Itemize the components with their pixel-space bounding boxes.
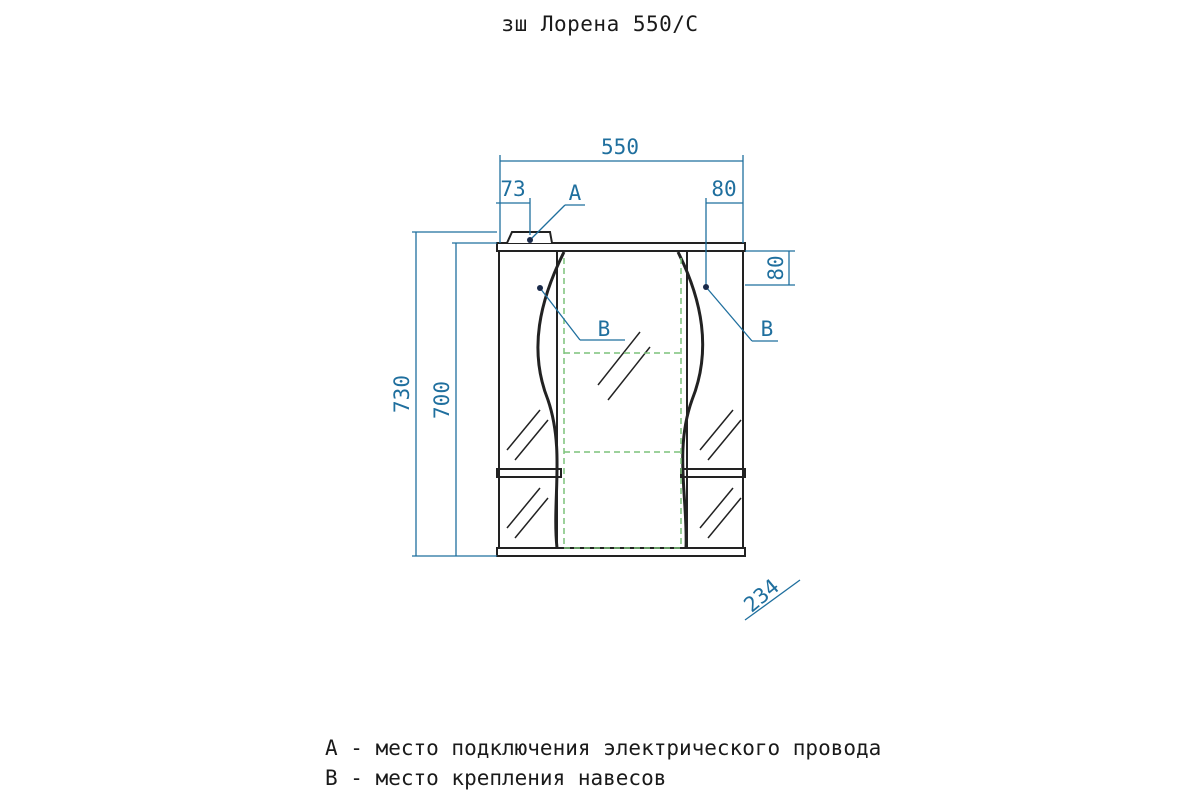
right-shelf [681, 469, 745, 477]
point-b-left [537, 285, 543, 291]
top-board [497, 243, 745, 251]
point-a [527, 237, 533, 243]
page-title: зш Лорена 550/С [501, 12, 699, 36]
marker-b-right: B [760, 317, 774, 341]
left-curve [538, 252, 564, 548]
hidden-shelves [564, 258, 681, 548]
dimension-lines [412, 155, 800, 620]
marker-b-left: B [597, 317, 611, 341]
cabinet-outline [497, 232, 745, 556]
legend-b: B - место крепления навесов [325, 766, 667, 790]
dim-overall-width: 550 [601, 135, 639, 159]
dim-body-height: 700 [430, 381, 454, 419]
dim-top-offset: 80 [764, 255, 788, 281]
dim-overall-height: 730 [390, 375, 414, 413]
dimension-labels [390, 135, 788, 617]
bottom-board [497, 548, 745, 556]
point-b-right [703, 284, 709, 290]
marker-a: A [568, 181, 582, 205]
reflection-marks [507, 332, 741, 538]
dim-depth: 234 [739, 574, 784, 618]
dim-left-offset: 73 [500, 177, 526, 201]
left-shelf [497, 469, 561, 477]
legend-a: A - место подключения электрического провода [325, 736, 882, 760]
dim-right-offset: 80 [711, 177, 737, 201]
